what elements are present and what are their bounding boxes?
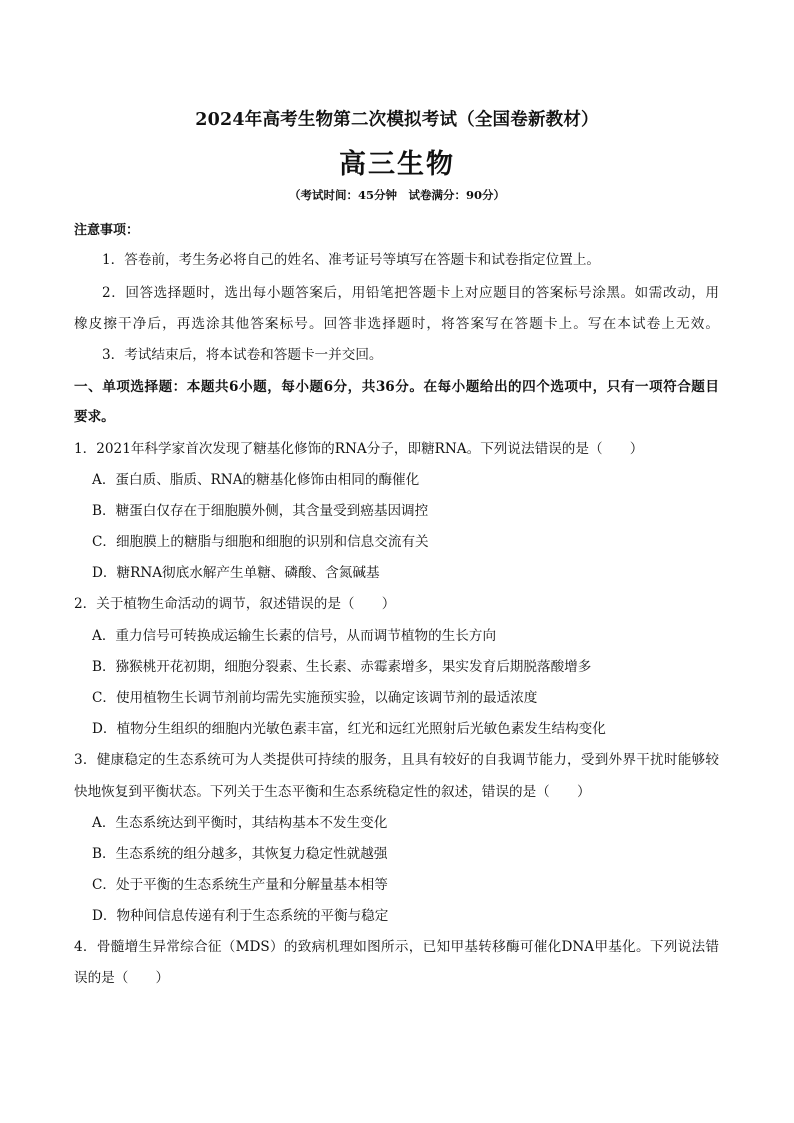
notes-item-2-line-1: 2．回答选择题时，选出每小题答案后，用铅笔把答题卡上对应题目的答案标号涂黑。如需改动，用 xyxy=(102,285,719,301)
exam-info: （考试时间：45分钟 试卷满分：90分） xyxy=(288,188,505,202)
question-3-option-a: A．生态系统达到平衡时，其结构基本不发生变化 xyxy=(92,815,388,831)
notes-item-3: 3．考试结束后，将本试卷和答题卡一并交回。 xyxy=(102,347,383,363)
question-1-option-b: B．糖蛋白仅存在于细胞膜外侧，其含量受到癌基因调控 xyxy=(92,503,429,519)
section-heading-line-2: 要求。 xyxy=(74,409,115,425)
question-3-stem-line-2: 快地恢复到平衡状态。下列关于生态平衡和生态系统稳定性的叙述，错误的是（ ） xyxy=(74,784,591,800)
question-3-option-b: B．生态系统的组分越多，其恢复力稳定性就越强 xyxy=(92,846,388,862)
question-2-option-c: C．使用植物生长调节剂前均需先实施预实验，以确定该调节剂的最适浓度 xyxy=(92,690,538,706)
question-4-stem-line-1: 4．骨髓增生异常综合征（MDS）的致病机理如图所示，已知甲基转移酶可催化DNA甲基化。下列说法错 xyxy=(74,939,719,955)
notes-item-1: 1．答卷前，考生务必将自己的姓名、准考证号等填写在答题卡和试卷指定位置上。 xyxy=(102,252,601,268)
notes-item-2-line-2: 橡皮擦干净后，再选涂其他答案标号。回答非选择题时，将答案写在答题卡上。写在本试卷上无效。 xyxy=(74,316,719,332)
question-1-option-d: D．糖RNA彻底水解产生单糖、磷酸、含氮碱基 xyxy=(92,565,380,581)
section-heading-line-1: 一、单项选择题：本题共6小题，每小题6分，共36分。在每小题给出的四个选项中，只有一项符合题目 xyxy=(74,379,719,395)
question-3-option-d: D．物种间信息传递有利于生态系统的平衡与稳定 xyxy=(92,908,389,924)
question-2-option-d: D．植物分生组织的细胞内光敏色素丰富，红光和远红光照射后光敏色素发生结构变化 xyxy=(92,721,606,737)
question-3-option-c: C．处于平衡的生态系统生产量和分解量基本相等 xyxy=(92,877,388,893)
question-3-stem-line-1: 3．健康稳定的生态系统可为人类提供可持续的服务，且具有较好的自我调节能力，受到外界干扰时能够较 xyxy=(74,752,719,768)
question-1-option-c: C．细胞膜上的糖脂与细胞和细胞的识别和信息交流有关 xyxy=(92,534,429,550)
question-1-option-a: A．蛋白质、脂质、RNA的糖基化修饰由相同的酶催化 xyxy=(92,472,420,488)
question-2-option-b: B．猕猴桃开花初期，细胞分裂素、生长素、赤霉素增多，果实发育后期脱落酸增多 xyxy=(92,659,592,675)
notes-heading: 注意事项： xyxy=(74,223,140,238)
question-4-stem-line-2: 误的是（ ） xyxy=(74,970,170,986)
question-1-stem: 1．2021年科学家首次发现了糖基化修饰的RNA分子，即糖RNA。下列说法错误的是（ ） xyxy=(74,441,644,457)
subject-title: 高三生物 xyxy=(339,149,455,180)
question-2-stem: 2．关于植物生命活动的调节，叙述错误的是（ ） xyxy=(74,596,396,612)
question-2-option-a: A．重力信号可转换成运输生长素的信号，从而调节植物的生长方向 xyxy=(92,628,497,644)
exam-title: 2024年高考生物第二次模拟考试（全国卷新教材） xyxy=(195,110,599,130)
